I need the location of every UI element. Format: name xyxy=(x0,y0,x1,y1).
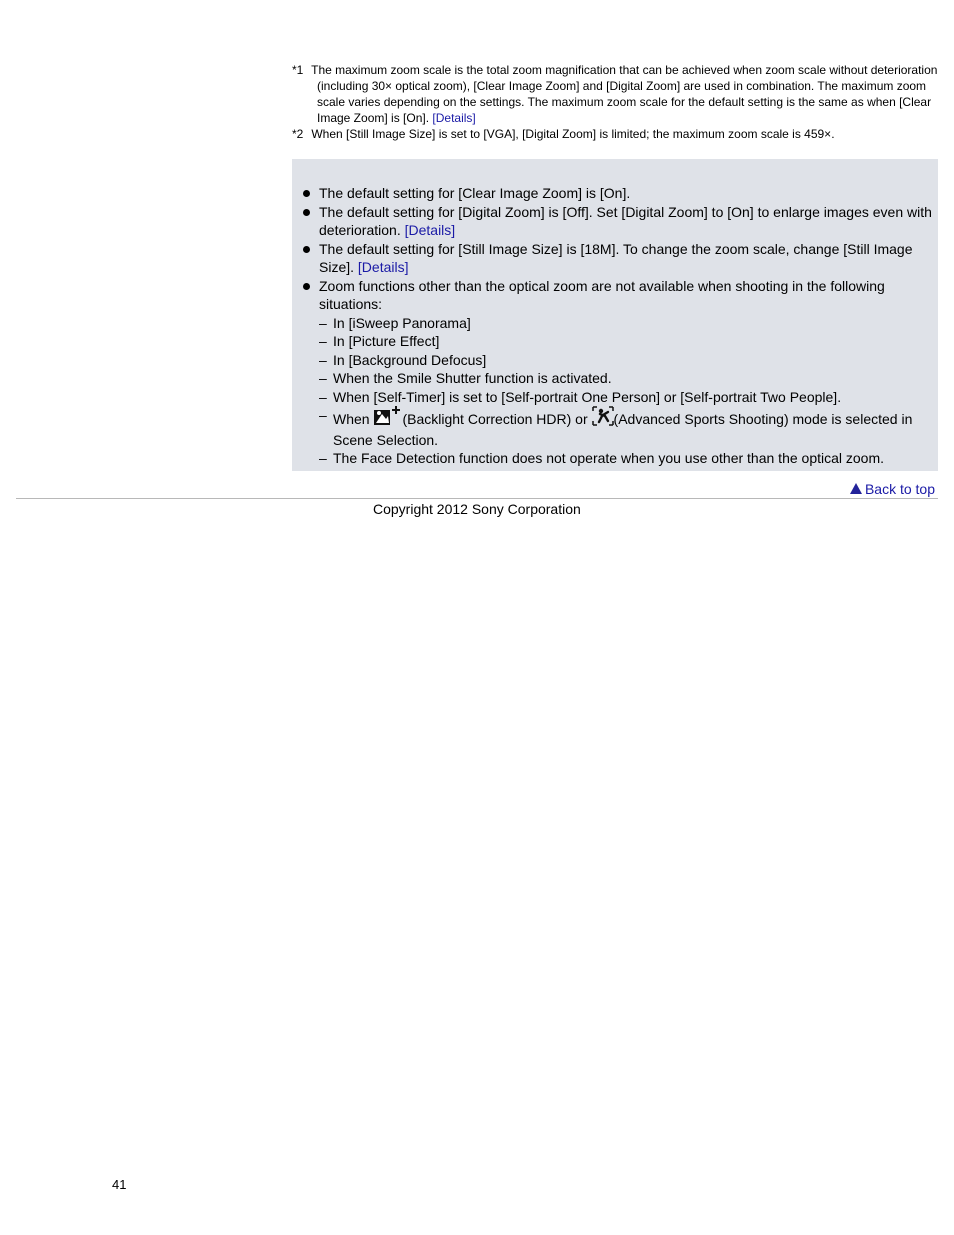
sub-item-text: When [Self-Timer] is set to [Self-portrait One Person] or [Self-portrait Two People]. xyxy=(333,388,842,405)
note-text: The default setting for [Clear Image Zoom] is [On]. xyxy=(319,185,631,201)
sub-list-item xyxy=(319,332,934,351)
note-text: The default setting for [Still Image Size] is [18M]. To change the zoom scale, change [Still Image Size]. xyxy=(319,240,913,275)
dash-icon: – xyxy=(319,333,327,349)
bullet-icon xyxy=(303,209,310,216)
footnote-1 xyxy=(292,62,938,126)
advanced-sports-shooting-icon xyxy=(592,406,614,431)
list-item xyxy=(292,184,934,203)
sub-item-text: The Face Detection function does not operate when you use other than the optical zoom. xyxy=(333,450,885,466)
dash-icon: – xyxy=(319,314,327,331)
page-number: 41 xyxy=(112,1177,127,1192)
dash-icon: – xyxy=(319,370,327,386)
backlight-correction-hdr-icon xyxy=(373,406,402,431)
notes-list xyxy=(292,184,934,468)
note-text: Zoom functions other than the optical zoom are not available when shooting in the following situations: xyxy=(319,277,885,312)
sub-item-text: When the Smile Shutter function is activated. xyxy=(333,370,612,386)
note-text: The default setting for [Digital Zoom] is [Off]. Set [Digital Zoom] to [On] to enlarge images even with deterioration. xyxy=(319,203,932,238)
bullet-icon xyxy=(303,283,310,290)
sub-list-item-scene-selection xyxy=(319,406,934,449)
sub-list-item xyxy=(319,449,934,468)
bullet-icon xyxy=(303,190,310,197)
sub-item-text: When xyxy=(333,411,370,427)
sub-item-text: (Advanced Sports Shooting) mode is selected in Scene Selection. xyxy=(333,411,913,448)
details-link[interactable]: [Details] xyxy=(357,259,409,275)
list-item xyxy=(292,277,934,468)
sub-item-text: In [Background Defocus] xyxy=(333,351,487,368)
list-item xyxy=(292,203,934,240)
note-box xyxy=(292,159,938,471)
dash-icon: – xyxy=(319,450,327,466)
dash-icon: – xyxy=(319,407,327,423)
back-to-top-link[interactable] xyxy=(850,480,935,498)
footnote-text: The maximum zoom scale is the total zoom magnification that can be achieved when zoom scale without deterioration (including 30× optical zoom), [Clear Image Zoom] and [Digital Zoom] are used in combination. The maximum zoom scale varies depending on the settings. The maximum zoom scale for the default setting is the same as when [Clear Image Zoom] is [On]. xyxy=(311,63,938,125)
bullet-icon xyxy=(303,246,310,253)
sub-list-item xyxy=(319,314,934,333)
footnote-2 xyxy=(292,126,938,142)
divider xyxy=(16,498,938,499)
sub-list-item xyxy=(319,388,934,407)
sub-list-item xyxy=(319,369,934,388)
copyright: Copyright 2012 Sony Corporation xyxy=(373,501,581,517)
footnote-mark: *2 xyxy=(292,127,304,141)
footnote-text: When [Still Image Size] is set to [VGA], [Digital Zoom] is limited; the maximum zoom scale is 459×. xyxy=(311,127,835,141)
up-arrow-icon xyxy=(850,483,862,494)
details-link[interactable]: [Details] xyxy=(404,222,456,238)
sub-item-text: In [Picture Effect] xyxy=(333,333,440,349)
footnotes xyxy=(292,62,938,142)
sub-item-text: In [iSweep Panorama] xyxy=(333,314,471,331)
dash-icon: – xyxy=(319,351,327,368)
details-link[interactable]: [Details] xyxy=(432,111,476,125)
back-to-top-label: Back to top xyxy=(864,481,935,497)
sub-item-text: (Backlight Correction HDR) or xyxy=(402,411,588,427)
footnote-mark: *1 xyxy=(292,63,304,77)
sub-list-item xyxy=(319,351,934,370)
list-item xyxy=(292,240,934,277)
dash-icon: – xyxy=(319,388,327,405)
sub-list xyxy=(319,314,934,468)
